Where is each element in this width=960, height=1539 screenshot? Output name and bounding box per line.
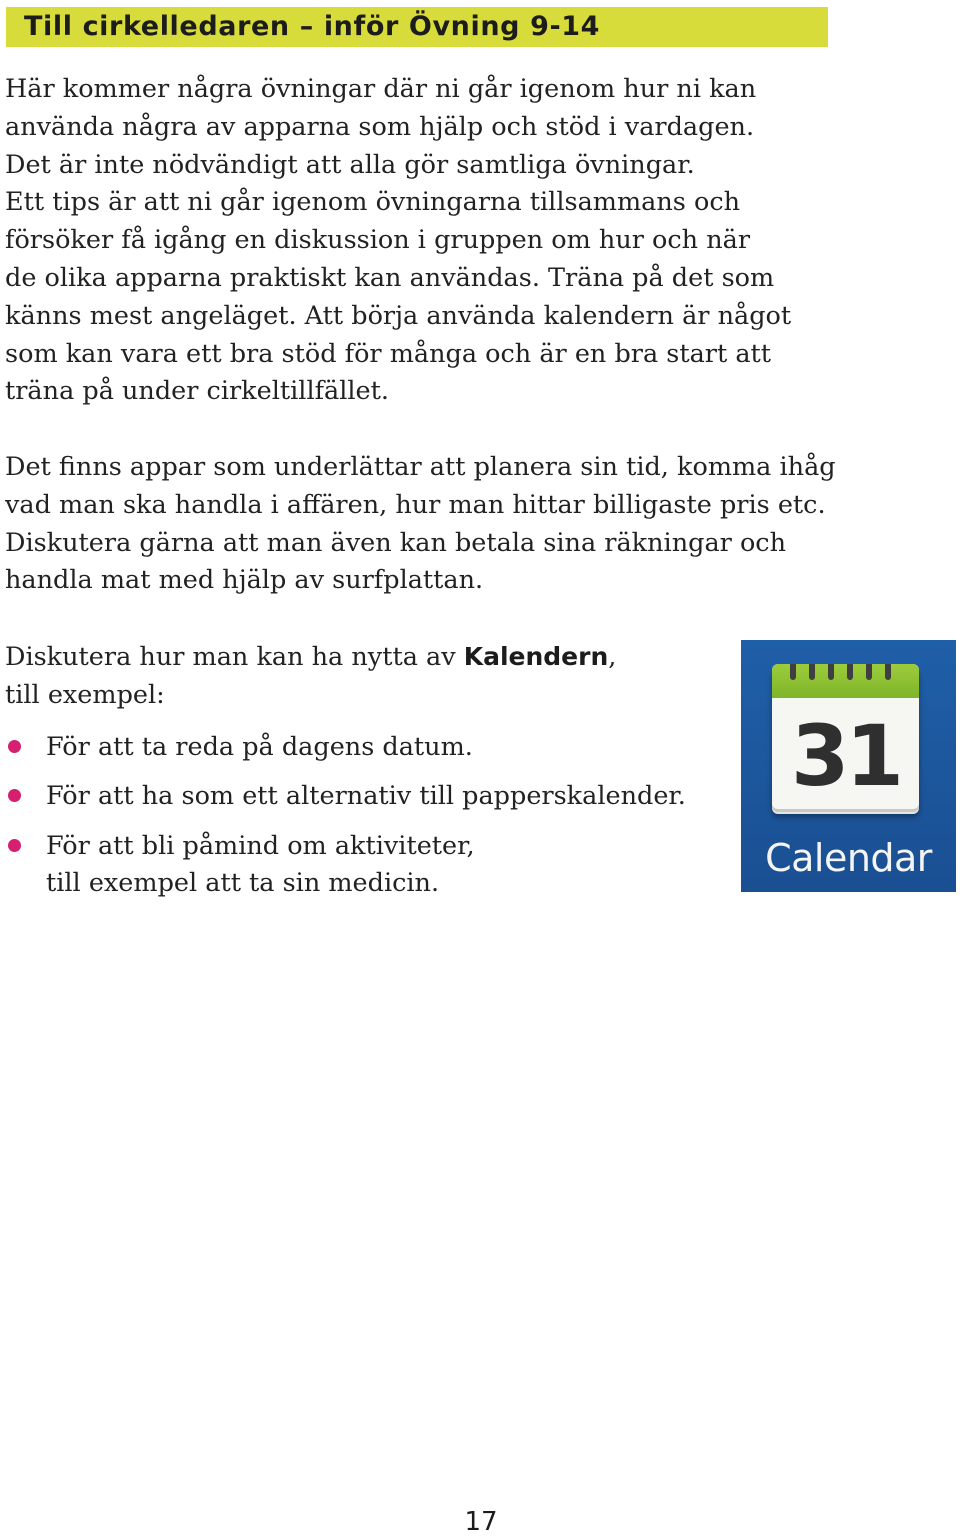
intro-line: använda några av apparna som hjälp och stöd i vardagen.	[5, 111, 755, 142]
bullet-icon	[8, 789, 21, 802]
list-item-text: För att ta reda på dagens datum.	[46, 732, 473, 762]
calendar-discussion-paragraph	[5, 638, 616, 715]
calendar-ring-icon	[885, 664, 891, 680]
calendar-ring-icon	[847, 664, 853, 680]
intro-line: de olika apparna praktiskt kan användas. Träna på det som	[5, 262, 775, 293]
intro-line: försöker få igång en diskussion i gruppen om hur och när	[5, 225, 751, 256]
list-item	[0, 729, 686, 767]
calendar-discussion-comma: ,	[608, 642, 617, 672]
calendar-ring-icon	[809, 664, 815, 680]
apps-line: Det finns appar som underlättar att planera sin tid, komma ihåg	[5, 452, 836, 482]
page-number: 17	[464, 1507, 498, 1537]
bullet-icon	[8, 740, 21, 753]
intro-line: Ett tips är att ni går igenom övningarna tillsammans och	[5, 187, 741, 218]
list-item-text: För att ha som ett alternativ till papperskalender.	[46, 781, 686, 812]
calendar-app-icon	[741, 640, 956, 892]
intro-line: som kan vara ett bra stöd för många och är en bra start att	[5, 338, 772, 369]
calendar-discussion-line2: till exempel:	[5, 679, 165, 710]
section-title-bar	[6, 7, 828, 47]
list-item-text: till exempel att ta sin medicin.	[46, 868, 440, 899]
calendar-discussion-text: Diskutera hur man kan ha nytta av	[5, 642, 464, 672]
calendar-ring-icon	[790, 664, 796, 680]
calendar-ring-icon	[828, 664, 834, 680]
calendar-ring-icon	[866, 664, 872, 680]
list-item	[0, 828, 686, 904]
calendar-day-number: 31	[791, 707, 900, 805]
calendar-uses-list	[0, 729, 686, 903]
calendar-header	[772, 664, 919, 698]
intro-paragraph	[5, 71, 791, 411]
apps-line: Diskutera gärna att man även kan betala sina räkningar och	[5, 527, 786, 558]
section-title: Till cirkelledaren – inför Övning 9-14	[24, 11, 601, 42]
calendar-discussion-line	[5, 638, 616, 677]
intro-line: känns mest angeläget. Att börja använda kalendern är något	[5, 300, 792, 331]
apps-paragraph	[5, 449, 836, 600]
bullet-icon	[8, 839, 21, 852]
calendar-icon	[772, 664, 919, 809]
calendar-app-name: Kalendern	[463, 642, 609, 671]
intro-line: Det är inte nödvändigt att alla gör samtliga övningar.	[5, 149, 695, 180]
intro-line: Här kommer några övningar där ni går igenom hur ni kan	[5, 74, 757, 104]
list-item	[0, 778, 686, 816]
apps-line: vad man ska handla i affären, hur man hittar billigaste pris etc.	[5, 489, 826, 520]
apps-line: handla mat med hjälp av surfplattan.	[5, 565, 484, 596]
list-item-text: För att bli påmind om aktiviteter,	[46, 830, 475, 861]
intro-line: träna på under cirkeltillfället.	[5, 376, 389, 407]
calendar-app-label: Calendar	[765, 836, 932, 880]
